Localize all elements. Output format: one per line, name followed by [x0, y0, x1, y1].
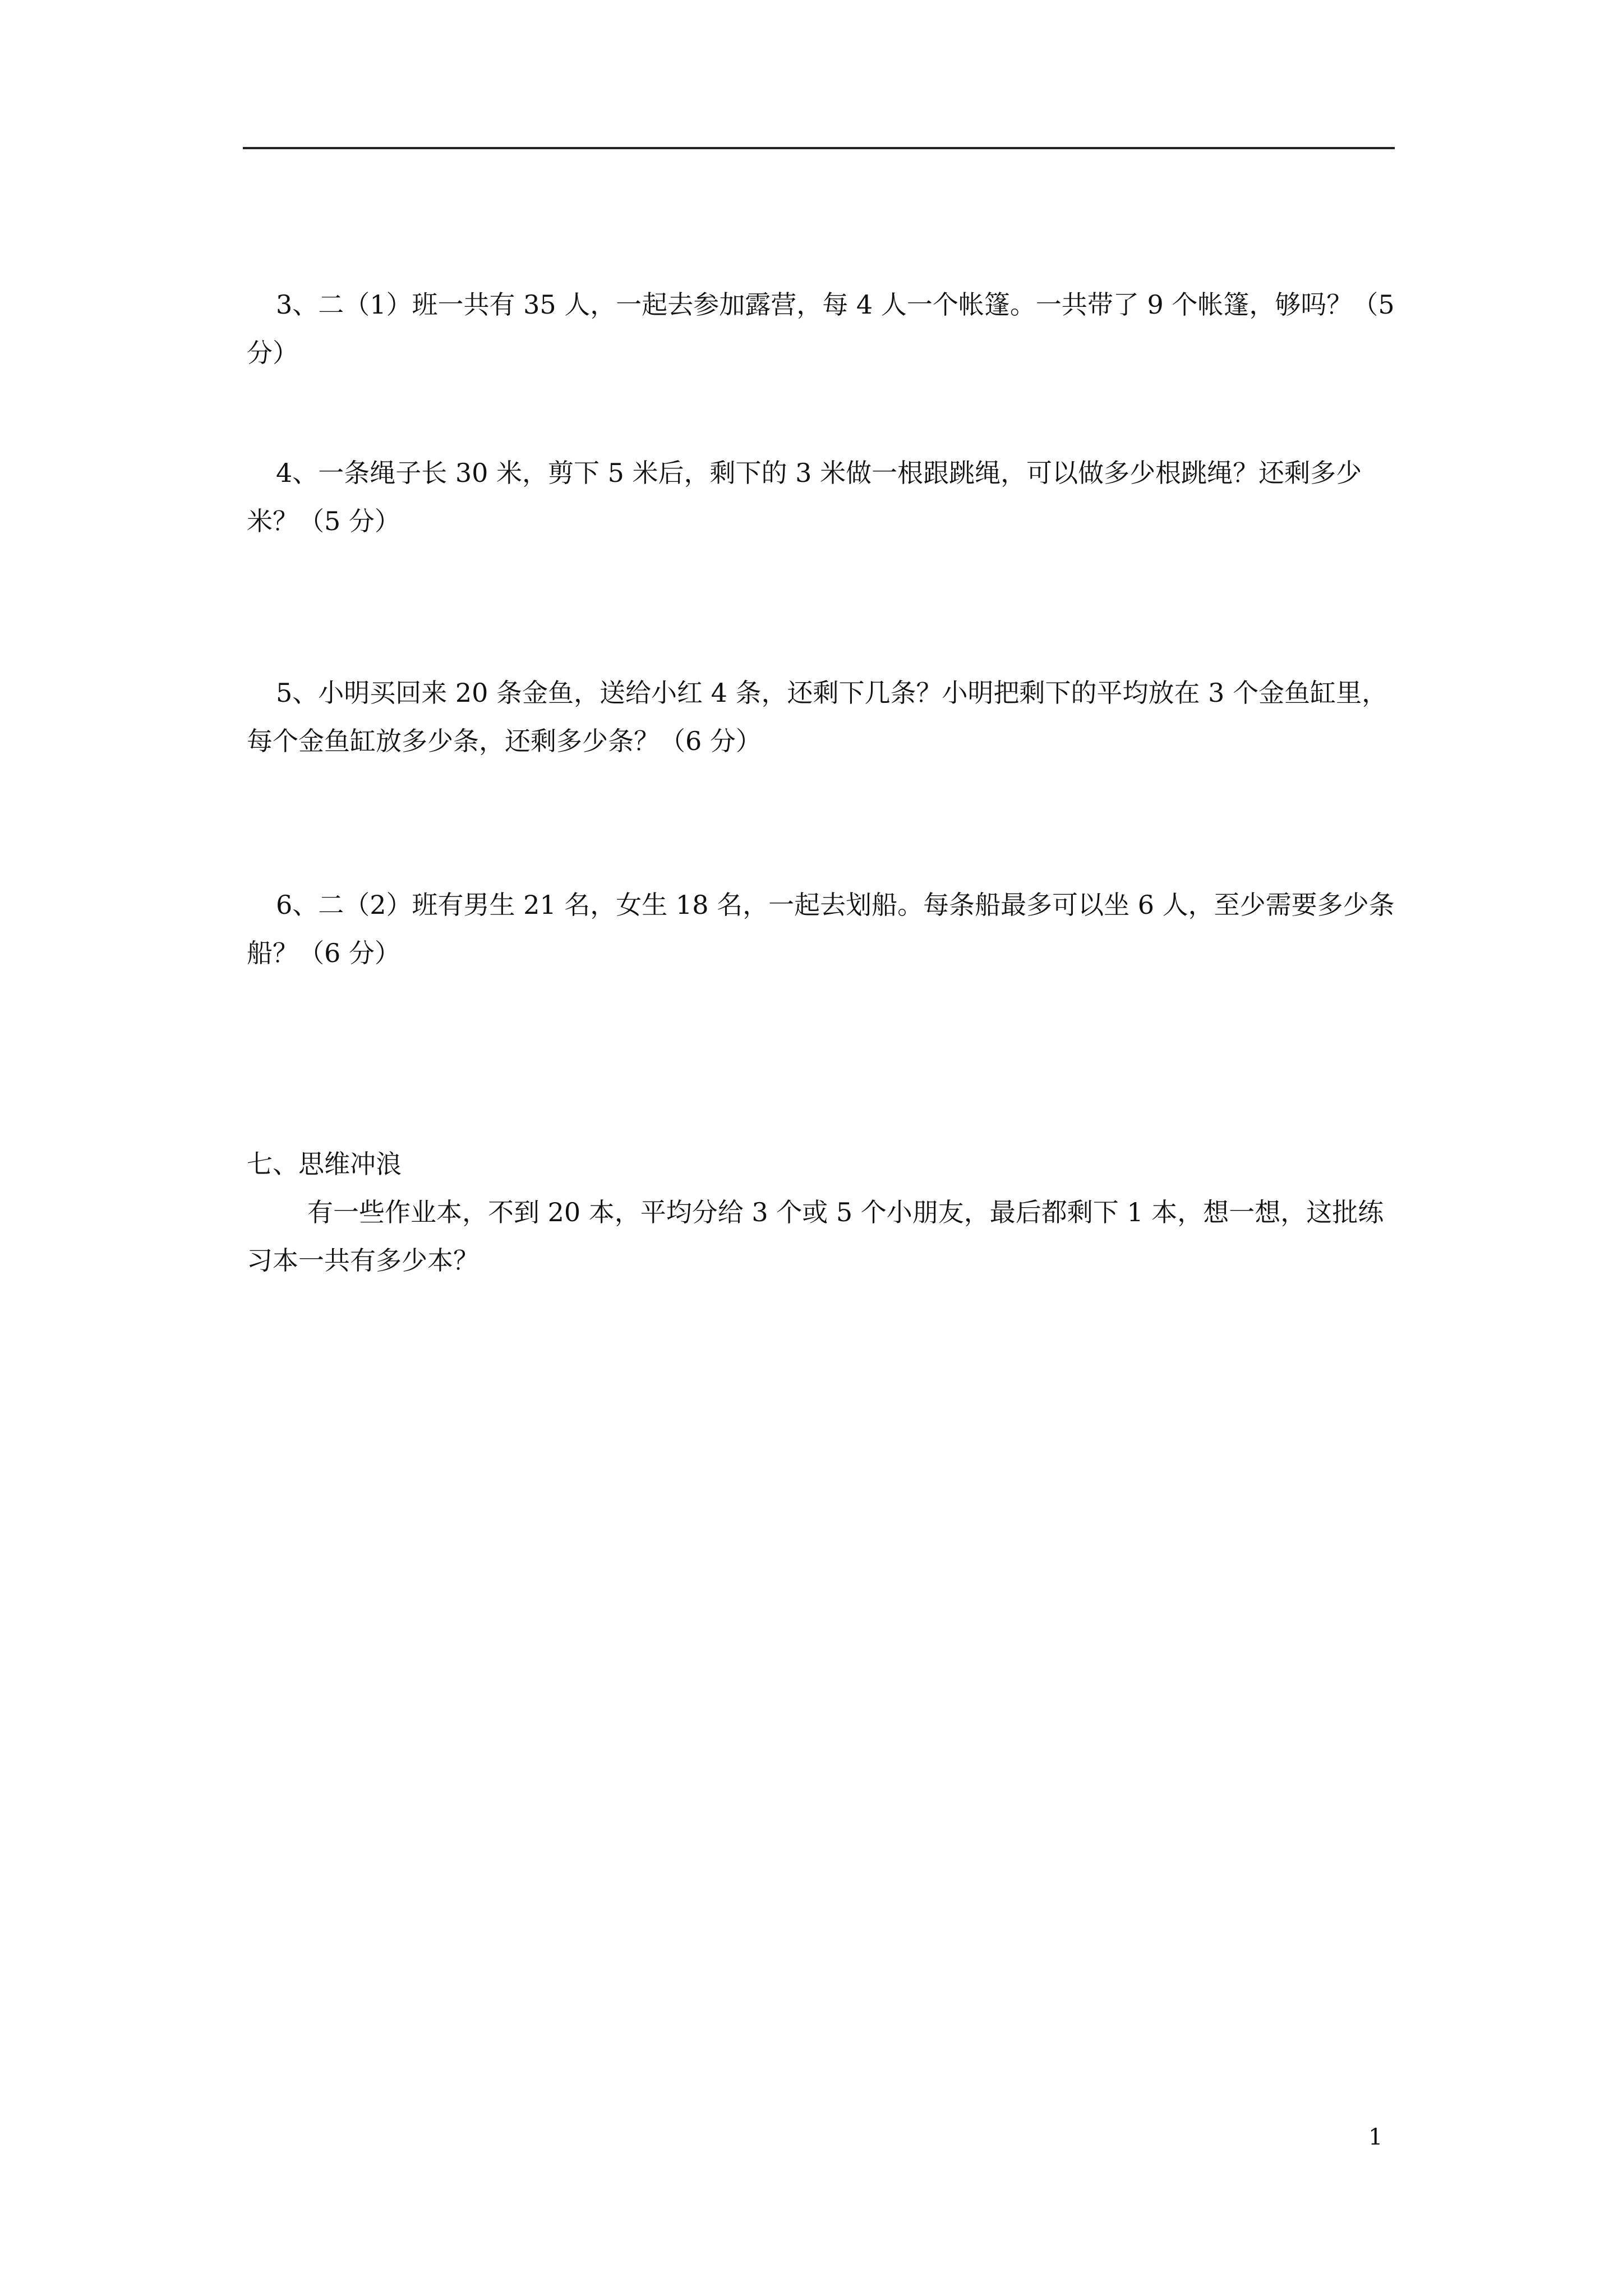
problem-6: 6、二（2）班有男生 21 名，女生 18 名，一起去划船。每条船最多可以坐 6 人，至少需要多少条船？（6 分） [247, 890, 1395, 968]
header-rule [243, 147, 1395, 149]
problem-4: 4、一条绳子长 30 米，剪下 5 米后，剩下的 3 米做一根跟跳绳，可以做多少根跳绳？还剩多少米？（5 分） [247, 458, 1362, 536]
challenge-question: 有一些作业本，不到 20 本，平均分给 3 个或 5 个小朋友，最后都剩下 1 本，想一想，这批练习本一共有多少本？ [247, 1197, 1384, 1276]
problem-3: 3、二（1）班一共有 35 人，一起去参加露营，每 4 人一个帐篷。一共带了 9 个帐篷，够吗？（5 分） [247, 289, 1395, 368]
page-number: 1 [1368, 2124, 1383, 2150]
problem-5: 5、小明买回来 20 条金鱼，送给小红 4 条，还剩下几条？小明把剩下的平均放在 3 个金鱼缸里，每个金鱼缸放多少条，还剩多少条？（6 分） [247, 678, 1388, 756]
section-title: 七、思维冲浪 [247, 1149, 402, 1179]
